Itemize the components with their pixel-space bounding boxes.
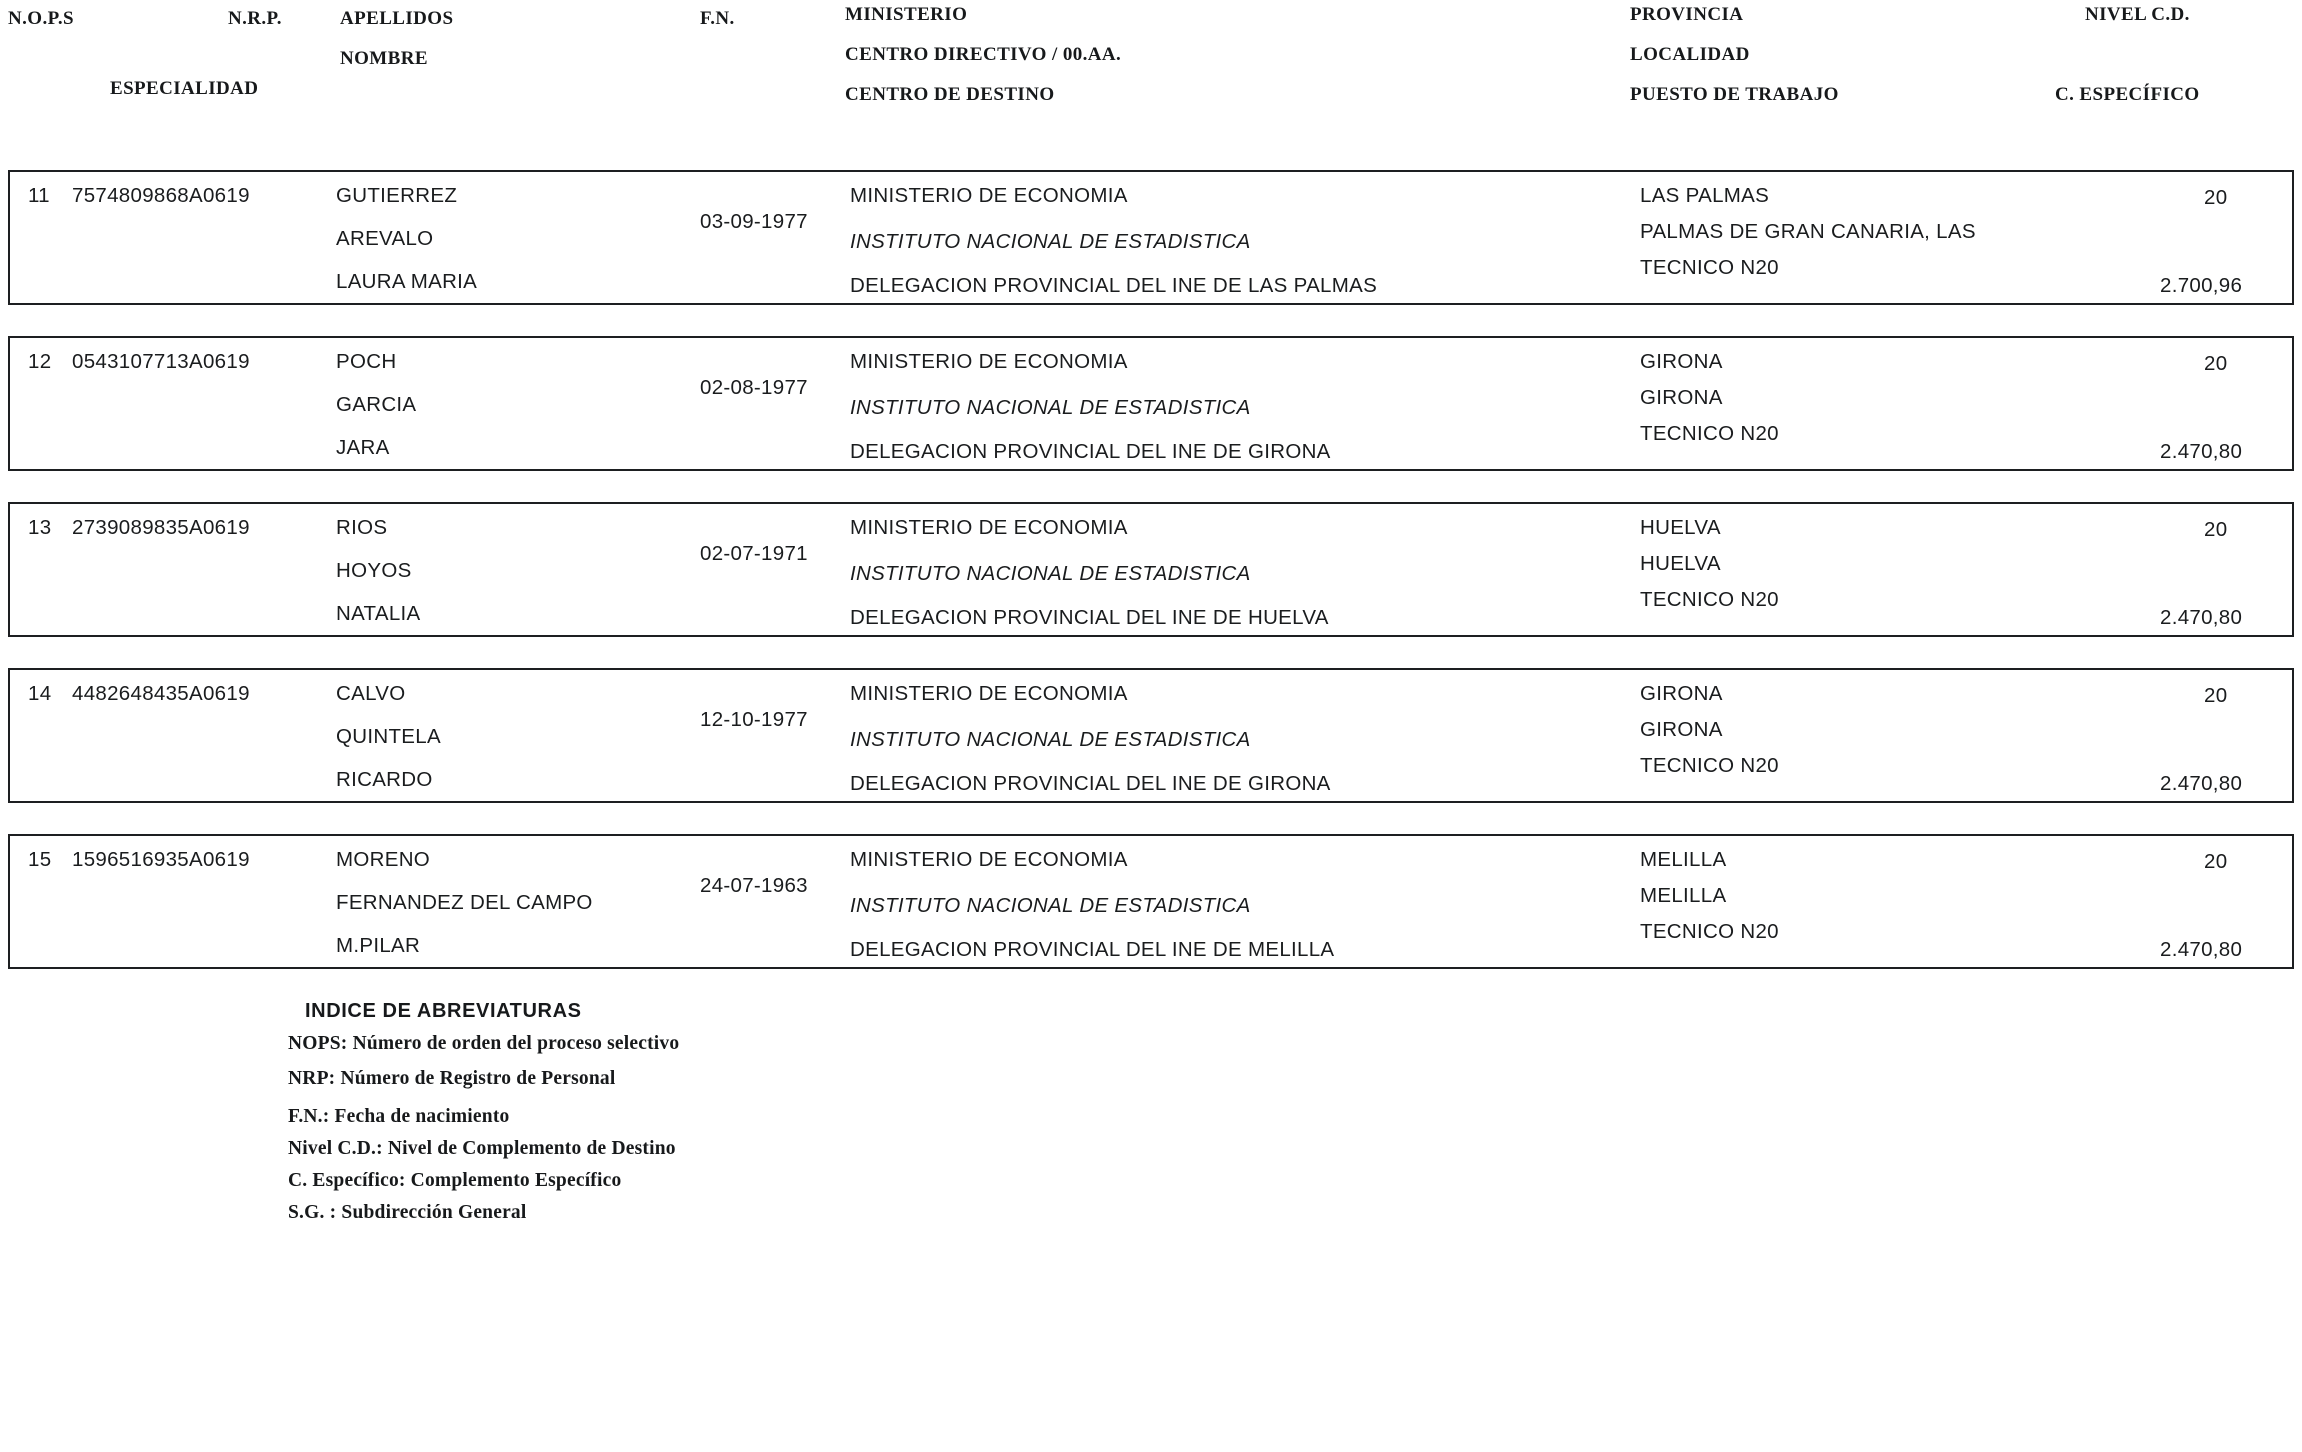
column-header-localidad: LOCALIDAD: [1630, 44, 1750, 65]
cell-nombre: RICARDO: [336, 768, 433, 791]
cell-centro-directivo: INSTITUTO NACIONAL DE ESTADISTICA: [850, 396, 1251, 419]
cell-fecha-nacimiento: 02-08-1977: [700, 376, 808, 399]
cell-localidad: GIRONA: [1640, 718, 1723, 741]
cell-localidad: GIRONA: [1640, 386, 1723, 409]
cell-nops: 13: [28, 516, 52, 539]
cell-apellido1: CALVO: [336, 682, 406, 705]
cell-centro-directivo: INSTITUTO NACIONAL DE ESTADISTICA: [850, 230, 1251, 253]
column-header-centro-directivo: CENTRO DIRECTIVO / 00.AA.: [845, 44, 1122, 65]
cell-centro-directivo: INSTITUTO NACIONAL DE ESTADISTICA: [850, 894, 1251, 917]
table-row: [8, 502, 2294, 637]
cell-nivel-cd: 20: [2204, 186, 2228, 209]
cell-fecha-nacimiento: 03-09-1977: [700, 210, 808, 233]
records-list: [0, 170, 2302, 969]
cell-ministerio: MINISTERIO DE ECONOMIA: [850, 848, 1128, 871]
cell-fecha-nacimiento: 12-10-1977: [700, 708, 808, 731]
abbreviation-line: NRP: Número de Registro de Personal: [288, 1068, 616, 1089]
cell-puesto: TECNICO N20: [1640, 422, 1779, 445]
column-header-puesto-trabajo: PUESTO DE TRABAJO: [1630, 84, 1839, 105]
cell-centro-destino: DELEGACION PROVINCIAL DEL INE DE GIRONA: [850, 440, 1331, 463]
cell-provincia: MELILLA: [1640, 848, 1727, 871]
table-row: [8, 668, 2294, 803]
cell-centro-destino: DELEGACION PROVINCIAL DEL INE DE GIRONA: [850, 772, 1331, 795]
cell-localidad: PALMAS DE GRAN CANARIA, LAS: [1640, 220, 1976, 243]
cell-centro-directivo: INSTITUTO NACIONAL DE ESTADISTICA: [850, 562, 1251, 585]
column-header-nivel-cd: NIVEL C.D.: [2085, 4, 2190, 25]
column-header-especialidad: ESPECIALIDAD: [110, 78, 259, 99]
column-header-nombre: NOMBRE: [340, 48, 428, 69]
abbreviation-index-title: INDICE DE ABREVIATURAS: [305, 1000, 582, 1022]
column-header-centro-destino: CENTRO DE DESTINO: [845, 84, 1055, 105]
cell-nrp: 4482648435A0619: [72, 682, 250, 705]
cell-nrp: 0543107713A0619: [72, 350, 250, 373]
column-header-nops: N.O.P.S: [8, 8, 74, 29]
cell-provincia: GIRONA: [1640, 350, 1723, 373]
cell-ministerio: MINISTERIO DE ECONOMIA: [850, 184, 1128, 207]
table-row: [8, 834, 2294, 969]
cell-apellido2: FERNANDEZ DEL CAMPO: [336, 891, 593, 914]
cell-nrp: 2739089835A0619: [72, 516, 250, 539]
cell-nivel-cd: 20: [2204, 518, 2228, 541]
cell-ministerio: MINISTERIO DE ECONOMIA: [850, 516, 1128, 539]
cell-nombre: M.PILAR: [336, 934, 421, 957]
cell-nops: 11: [28, 184, 50, 207]
cell-centro-destino: DELEGACION PROVINCIAL DEL INE DE MELILLA: [850, 938, 1335, 961]
abbreviation-line: Nivel C.D.: Nivel de Complemento de Destino: [288, 1138, 676, 1159]
column-header-ministerio: MINISTERIO: [845, 4, 968, 25]
cell-apellido1: MORENO: [336, 848, 431, 871]
cell-apellido2: AREVALO: [336, 227, 434, 250]
table-row: [8, 336, 2294, 471]
cell-centro-directivo: INSTITUTO NACIONAL DE ESTADISTICA: [850, 728, 1251, 751]
cell-c-especifico: 2.470,80: [2160, 938, 2243, 961]
cell-nrp: 7574809868A0619: [72, 184, 250, 207]
cell-provincia: HUELVA: [1640, 516, 1721, 539]
cell-localidad: HUELVA: [1640, 552, 1721, 575]
column-header-fn: F.N.: [700, 8, 735, 29]
cell-puesto: TECNICO N20: [1640, 920, 1779, 943]
cell-centro-destino: DELEGACION PROVINCIAL DEL INE DE HUELVA: [850, 606, 1329, 629]
abbreviation-line: NOPS: Número de orden del proceso selectivo: [288, 1033, 680, 1054]
cell-c-especifico: 2.470,80: [2160, 772, 2243, 795]
cell-nops: 14: [28, 682, 52, 705]
cell-puesto: TECNICO N20: [1640, 588, 1779, 611]
column-header-provincia: PROVINCIA: [1630, 4, 1744, 25]
cell-provincia: GIRONA: [1640, 682, 1723, 705]
table-header: [0, 0, 2302, 150]
cell-apellido1: POCH: [336, 350, 397, 373]
abbreviation-line: F.N.: Fecha de nacimiento: [288, 1106, 510, 1127]
column-header-apellidos: APELLIDOS: [340, 8, 454, 29]
cell-nombre: NATALIA: [336, 602, 421, 625]
cell-fecha-nacimiento: 24-07-1963: [700, 874, 808, 897]
cell-c-especifico: 2.470,80: [2160, 440, 2243, 463]
cell-ministerio: MINISTERIO DE ECONOMIA: [850, 682, 1128, 705]
cell-nivel-cd: 20: [2204, 684, 2228, 707]
cell-nombre: LAURA MARIA: [336, 270, 478, 293]
cell-apellido2: QUINTELA: [336, 725, 441, 748]
cell-fecha-nacimiento: 02-07-1971: [700, 542, 808, 565]
cell-localidad: MELILLA: [1640, 884, 1727, 907]
cell-nivel-cd: 20: [2204, 850, 2228, 873]
cell-ministerio: MINISTERIO DE ECONOMIA: [850, 350, 1128, 373]
cell-apellido2: HOYOS: [336, 559, 412, 582]
column-header-nrp: N.R.P.: [228, 8, 282, 29]
cell-nivel-cd: 20: [2204, 352, 2228, 375]
cell-nops: 12: [28, 350, 52, 373]
cell-c-especifico: 2.470,80: [2160, 606, 2243, 629]
table-row: [8, 170, 2294, 305]
cell-nombre: JARA: [336, 436, 390, 459]
cell-apellido2: GARCIA: [336, 393, 417, 416]
cell-c-especifico: 2.700,96: [2160, 274, 2243, 297]
cell-apellido1: GUTIERREZ: [336, 184, 458, 207]
abbreviation-line: C. Específico: Complemento Específico: [288, 1170, 622, 1191]
cell-provincia: LAS PALMAS: [1640, 184, 1770, 207]
cell-apellido1: RIOS: [336, 516, 388, 539]
abbreviation-line: S.G. : Subdirección General: [288, 1202, 527, 1223]
cell-puesto: TECNICO N20: [1640, 754, 1779, 777]
cell-centro-destino: DELEGACION PROVINCIAL DEL INE DE LAS PALMAS: [850, 274, 1378, 297]
cell-nops: 15: [28, 848, 52, 871]
cell-nrp: 1596516935A0619: [72, 848, 250, 871]
column-header-c-especifico: C. ESPECÍFICO: [2055, 84, 2200, 105]
cell-puesto: TECNICO N20: [1640, 256, 1779, 279]
